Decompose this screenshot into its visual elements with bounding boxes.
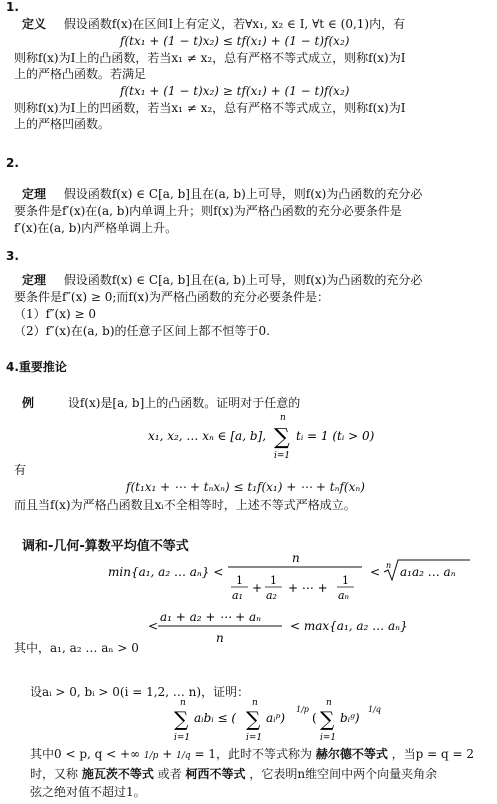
jensen-formula: f(t₁x₁ + ⋯ + tₙxₙ) ≤ t₁f(x₁) + ⋯ + tₙf(xₙ) xyxy=(126,480,365,494)
holder-exp-p: 1/p xyxy=(296,705,309,714)
example-formula xyxy=(0,412,497,462)
holder-plus: + xyxy=(162,747,173,761)
holder-inequality xyxy=(0,696,497,742)
example-formula-left: x₁, x₂, … xₙ ∈ [a, b], xyxy=(148,429,267,443)
sum-symbol-1: ∑ xyxy=(274,425,290,450)
means-inequality xyxy=(0,548,497,648)
holder-sum-bottom-1: i=1 xyxy=(174,733,191,742)
holder-line-3: 弦之绝对值不超过1。 xyxy=(30,785,146,799)
holder-rhs: bᵢᵍ) xyxy=(340,711,360,725)
max-expression: < max{a₁, a₂ … aₙ} xyxy=(290,619,408,633)
theorem-3-line-3: （1）f″(x) ≥ 0 xyxy=(14,307,97,321)
theorem-2-label: 定理 xyxy=(22,187,47,201)
convex-formula: f(tx₁ + (1 − t)x₂) ≤ tf(x₁) + (1 − t)f(x₂) xyxy=(120,34,350,48)
section-number-2: 2. xyxy=(6,156,19,170)
section-number-4: 4.重要推论 xyxy=(6,360,67,374)
holder-setup: 设aᵢ > 0, bᵢ > 0(i = 1,2, … n)，证明： xyxy=(30,685,250,699)
theorem-3-line-1 xyxy=(22,272,422,288)
holder-mid2: ( xyxy=(312,711,317,725)
example-formula-right: tᵢ = 1 (tᵢ > 0) xyxy=(296,429,375,443)
schwarz-name: 施瓦茨不等式 xyxy=(81,767,154,781)
theorem-3-text: 假设函数f(x) ∈ C[a, b]且在(a, b)上可导，则f(x)为凸函数的充分必 xyxy=(63,273,423,287)
holder-line-1 xyxy=(30,746,474,764)
theorem-2-line-2: 要条件是f′(x)在(a, b)内单调上升；则f(x)为严格凸函数的充分必要条件是 xyxy=(14,204,402,218)
holder-sum-top-2: n xyxy=(252,698,258,708)
arith-numerator: a₁ + a₂ + ⋯ + aₙ xyxy=(160,610,261,624)
theorem-2-line-1 xyxy=(22,186,422,202)
plus-dots: + ⋯ + xyxy=(288,581,328,595)
theorem-2-line-3: f′(x)在(a, b)内严格单调上升。 xyxy=(14,221,178,235)
definition-line-4: 则称f(x)为I上的凹函数，若当x₁ ≠ x₂，总有严格不等式成立，则称f(x)为I xyxy=(14,101,406,115)
min-expression: min{a₁, a₂ … aₙ} < xyxy=(108,565,224,579)
holder-p-eq-q: ，当p = q = 2 xyxy=(391,747,475,761)
holder-exp-q: 1/q xyxy=(368,705,381,714)
less-than-arith: < xyxy=(148,619,159,633)
harmonic-term-n-den: aₙ xyxy=(338,589,350,602)
harmonic-term-2-den: a₂ xyxy=(266,589,277,602)
holder-name: 赫尔德不等式 xyxy=(315,747,388,761)
harmonic-term-1-num: 1 xyxy=(236,574,243,587)
theorem-2-text: 假设函数f(x) ∈ C[a, b]且在(a, b)上可导，则f(x)为凸函数的充分必 xyxy=(63,187,423,201)
holder-also: 时，又称 xyxy=(30,767,79,781)
less-than-geometric: < xyxy=(370,565,381,579)
definition-line-3: 上的严格凸函数。若满足 xyxy=(14,67,147,81)
holder-sum-top-1: n xyxy=(180,698,186,708)
holder-sum-top-3: n xyxy=(326,698,332,708)
sum-bottom-1: i=1 xyxy=(274,451,291,461)
harmonic-numerator: n xyxy=(292,551,300,565)
plus-sign-1: + xyxy=(252,581,263,595)
example-label: 例 xyxy=(22,396,35,410)
holder-sum-bottom-2: i=1 xyxy=(246,733,263,742)
jensen-conclusion: 而且当f(x)为严格凸函数且xᵢ不全相等时，上述不等式严格成立。 xyxy=(14,498,356,512)
theorem-3-line-2: 要条件是f″(x) ≥ 0;而f(x)为严格凸函数的充分必要条件是： xyxy=(14,290,329,304)
sum-top-1: n xyxy=(280,413,286,423)
root-index: n xyxy=(386,561,392,570)
holder-frac-p: 1/p xyxy=(143,751,159,761)
holder-meaning: ，它表明n维空间中两个向量夹角余 xyxy=(249,767,438,781)
holder-frac-q: 1/q xyxy=(176,751,191,761)
holder-lhs: aᵢbᵢ ≤ ( xyxy=(194,711,237,725)
holder-mid: aᵢᵖ) xyxy=(266,711,286,725)
means-where: 其中，a₁, a₂ … aₙ > 0 xyxy=(14,641,139,655)
holder-sum-3: ∑ xyxy=(320,707,335,731)
section-number-3: 3. xyxy=(6,249,19,263)
section-number-1: 1. xyxy=(6,0,19,14)
theorem-3-label: 定理 xyxy=(22,273,47,287)
definition-label: 定义 xyxy=(22,17,47,31)
have-label: 有 xyxy=(14,463,27,477)
cauchy-name: 柯西不等式 xyxy=(185,767,246,781)
harmonic-term-2-num: 1 xyxy=(270,574,277,587)
holder-sum-1: ∑ xyxy=(174,707,189,731)
means-heading: 调和-几何-算数平均值不等式 xyxy=(22,539,189,554)
holder-condition: 其中0 < p, q < +∞ xyxy=(30,747,141,761)
concave-formula: f(tx₁ + (1 − t)x₂) ≥ tf(x₁) + (1 − t)f(x₂) xyxy=(120,84,350,98)
definition-line-1 xyxy=(22,16,405,32)
harmonic-term-1-den: a₁ xyxy=(232,589,243,602)
holder-sum-bottom-3: i=1 xyxy=(320,733,337,742)
definition-text: 假设函数f(x)在区间I上有定义，若∀x₁, x₂ ∈ I, ∀t ∈ (0,1)内，有 xyxy=(63,17,406,31)
holder-line-2 xyxy=(30,766,437,782)
holder-or: 或者 xyxy=(157,767,182,781)
example-text: 设f(x)是[a, b]上的凸函数。证明对于任意的 xyxy=(67,396,301,410)
definition-line-2: 则称f(x)为I上的凸函数，若当x₁ ≠ x₂，总有严格不等式成立，则称f(x)为I xyxy=(14,51,406,65)
definition-line-5: 上的严格凹函数。 xyxy=(14,117,111,131)
holder-sum-2: ∑ xyxy=(246,707,261,731)
root-body: a₁a₂ … aₙ xyxy=(400,565,456,579)
theorem-3-line-4: （2）f″(x)在(a, b)的任意子区间上都不恒等于0. xyxy=(14,324,270,338)
harmonic-term-n-num: 1 xyxy=(342,574,349,587)
example-line xyxy=(22,395,300,411)
arith-denominator: n xyxy=(216,631,224,645)
holder-equals: = 1，此时不等式称为 xyxy=(194,747,312,761)
